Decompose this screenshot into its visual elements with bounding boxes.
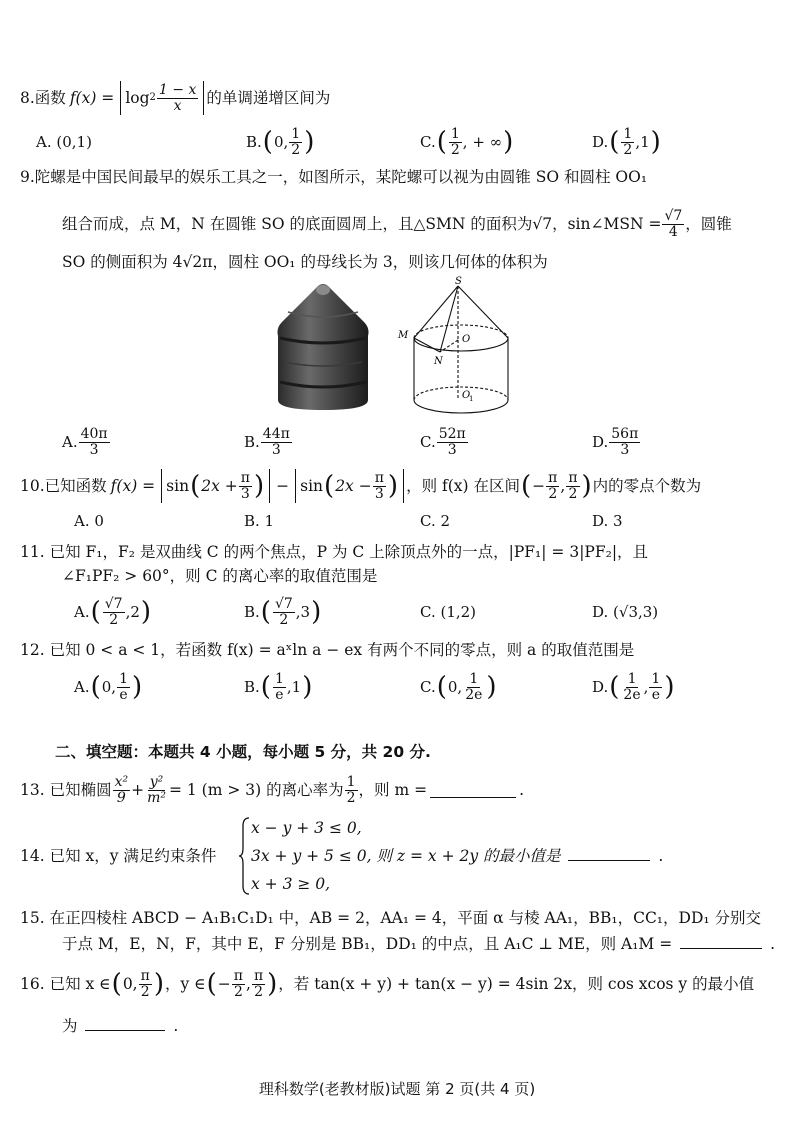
q12-option-a-den: e — [119, 686, 128, 703]
q12-option-d-den1: 2e — [623, 686, 641, 703]
q8-frac-num: 1 − x — [158, 81, 197, 98]
q11-line2: ∠F₁PF₂ > 60°，则 C 的离心率的取值范围是 — [62, 567, 378, 585]
q11-option-d-text: D. (√3,3) — [592, 603, 659, 621]
q8-func: f(x) = — [69, 89, 115, 107]
q10-minus: − — [276, 477, 290, 495]
q13-text-a: 13. 已知椭圆 — [20, 781, 112, 799]
q8-fraction — [157, 83, 198, 113]
q12-option-b-den: e — [275, 686, 284, 703]
q8-text-a: 函数 — [34, 89, 66, 107]
q9-option-d[interactable] — [592, 424, 641, 460]
section-heading: 二、填空题：本题共 4 小题，每小题 5 分，共 20 分. — [55, 743, 431, 761]
q8-frac-den: x — [173, 97, 182, 114]
q14-constraint-2-row — [251, 846, 663, 866]
q12-option-d[interactable]: D. ( $\frac{1}{2e}$ , $\frac{1}{e}$ ) — [592, 670, 675, 703]
q10-abs-2: sin ( 2x − $\frac{\pi}{3}$ ) — [295, 469, 404, 503]
q8-text-b: 的单调递增区间为 — [206, 89, 331, 107]
q14-constraint-2: 3x + y + 5 ≤ 0, 则 z = x + 2y 的最小值是 — [251, 847, 561, 865]
q14-brace — [238, 816, 250, 896]
label-n: N — [434, 356, 443, 367]
q9-option-b-prefix: B. — [244, 433, 260, 451]
q8-option-b[interactable]: B. ( 0, $\frac{1}{2}$ ) — [246, 125, 315, 158]
q16-answer-blank[interactable] — [85, 1016, 165, 1031]
q12-option-d-num1: 1 — [627, 670, 637, 687]
q9-option-b-den: 3 — [271, 441, 281, 458]
q10-option-d[interactable] — [592, 508, 623, 534]
q11-option-b-num: √7 — [274, 595, 293, 612]
q8-option-b-num: 1 — [291, 125, 301, 142]
q16-stem: 16. 已知 x ∈ ( 0, $\frac{\pi}{2}$ ) ，y ∈ ( − $\frac{\pi}{2}$ , $\frac{\pi}{2}$ ) ，若 tan(x + y) + tan(x − y) = 4sin 2x，则 cos xcos y 的最小值 — [20, 967, 755, 1000]
q15-answer-blank[interactable] — [680, 934, 762, 949]
q10-sin-1: sin — [166, 477, 190, 495]
q10-sin-2: sin — [300, 477, 324, 495]
q16-x-num: π — [140, 967, 150, 984]
q10-options — [0, 508, 794, 534]
q16-x-pre: 0, — [122, 975, 138, 993]
q11-option-a-post: ,2 — [125, 603, 140, 621]
geometry-diagram — [392, 276, 522, 416]
label-m: M — [398, 330, 409, 341]
q13-text-b: = 1 (m > 3) 的离心率为 — [168, 781, 344, 799]
q12-line1: 12. 已知 0 < a < 1，若函数 f(x) = aˣln a − ex 有两个不同的零点，则 a 的取值范围是 — [20, 641, 635, 659]
q8-log-base: 2 — [149, 92, 156, 103]
q12-option-c-prefix: C. — [420, 678, 436, 696]
q10-arg2-num: π — [374, 469, 384, 486]
q14-stem — [0, 812, 794, 898]
q16-y-comma: , — [246, 975, 251, 993]
q10-func: f(x) = — [110, 477, 156, 495]
q8-option-a-text: A. (0,1) — [36, 133, 92, 151]
q12-option-d-prefix: D. — [592, 678, 609, 696]
q10-option-d-text: D. 3 — [592, 512, 623, 530]
q13-plus: + — [131, 781, 145, 799]
q12-option-b[interactable]: B. ( $\frac{1}{e}$ ,1 ) — [244, 670, 313, 703]
q8-option-c-prefix: C. — [420, 133, 436, 151]
q10-int-den-1: 2 — [548, 485, 558, 502]
q16-y-num-2: π — [253, 967, 264, 984]
q11-option-a-den: 2 — [109, 611, 119, 628]
q11-option-d[interactable] — [592, 592, 658, 632]
q11-option-b-prefix: B. — [244, 603, 260, 621]
q12-option-c-num: 1 — [469, 670, 479, 687]
q11-options — [0, 592, 794, 632]
q9-option-c[interactable] — [420, 424, 469, 460]
q8-options — [0, 124, 794, 160]
q12-option-a-prefix: A. — [74, 678, 90, 696]
q15-line2 — [62, 934, 775, 954]
q8-option-c-num: 1 — [450, 125, 460, 142]
q13-end: . — [519, 781, 525, 799]
q10-option-b-text: B. 1 — [244, 512, 275, 530]
q13-text-c: ，则 m = — [358, 781, 428, 799]
q10-arg1-num: π — [240, 469, 250, 486]
q11-option-a[interactable]: A. ( $\frac{√7}{2}$ ,2 ) — [74, 595, 152, 628]
q12-option-b-post: ,1 — [286, 678, 302, 696]
q15-end: . — [770, 935, 776, 953]
q13-half-num: 1 — [346, 773, 356, 790]
q10-option-c-text: C. 2 — [420, 512, 451, 530]
q10-arg1-den: 3 — [240, 485, 250, 502]
q8-stem — [20, 80, 330, 116]
q11-option-c-text: C. (1,2) — [420, 603, 477, 621]
q8-option-d-den: 2 — [623, 141, 633, 158]
top-photo — [268, 282, 378, 414]
q12-option-d-den2: e — [651, 686, 661, 703]
page-footer: 理科数学(老教材版)试题 第 2 页(共 4 页) — [258, 1080, 536, 1098]
q9-line3: SO 的侧面积为 4√2π，圆柱 OO₁ 的母线长为 3，则该几何体的体积为 — [62, 253, 548, 271]
q16-line2-text: 为 — [62, 1017, 78, 1035]
q9-option-d-num: 56π — [611, 425, 639, 442]
q11-option-a-prefix: A. — [74, 603, 90, 621]
q9-line2-text-b: ，圆锥 — [685, 215, 732, 233]
q16-text-b: ，y ∈ — [164, 975, 206, 993]
q13-stem — [20, 770, 524, 810]
q16-y-num-1: π — [233, 967, 243, 984]
q8-option-b-prefix: B. — [246, 133, 262, 151]
q8-option-c[interactable]: C. ( $\frac{1}{2}$ , + ∞ ) — [420, 125, 514, 158]
q9-option-a-num: 40π — [80, 425, 108, 442]
label-o: O — [462, 334, 471, 345]
q8-option-b-den: 2 — [291, 141, 301, 158]
q12-option-c-den: 2e — [465, 686, 483, 703]
q13-answer-blank[interactable] — [430, 783, 516, 798]
q15-line2-text: 于点 M，E，N，F，其中 E，F 分别是 BB₁，DD₁ 的中点，且 A₁C ⊥ ME，则 A₁M = — [62, 935, 673, 953]
q10-option-a-text: A. 0 — [74, 512, 104, 530]
q11-option-c[interactable] — [420, 592, 476, 632]
q9-option-d-den: 3 — [620, 441, 630, 458]
q12-option-a-num: 1 — [119, 670, 128, 687]
q8-option-a[interactable] — [36, 124, 92, 160]
q10-arg1: 2x + — [201, 477, 238, 495]
q14-constraint-1: x − y + 3 ≤ 0, — [251, 819, 362, 837]
q12-options — [0, 666, 794, 708]
q10-int-num-2: π — [568, 469, 578, 486]
q9-option-c-prefix: C. — [420, 433, 436, 451]
q9-option-b[interactable] — [244, 424, 293, 460]
q10-int-den-2: 2 — [568, 485, 578, 502]
q9-line1: 9.陀螺是中国民间最早的娱乐工具之一，如图所示，某陀螺可以视为由圆锥 SO 和圆柱 OO₁ — [20, 168, 648, 186]
q10-option-a[interactable] — [74, 508, 104, 534]
q8-log: log — [125, 89, 150, 107]
q10-int-minus: − — [532, 477, 546, 495]
q8-option-d-post: ,1 — [635, 133, 650, 151]
q11-option-b[interactable]: B. ( $\frac{√7}{2}$ ,3 ) — [244, 595, 322, 628]
q8-option-d-num: 1 — [623, 125, 633, 142]
q13-y2: y² — [149, 773, 164, 790]
label-o1: O — [462, 390, 471, 401]
q13-half-den: 2 — [346, 789, 356, 806]
q10-stem: 10. 已知函数 f(x) = sin ( 2x + $\frac{\pi}{3}$ ) − sin ( 2x − $\frac{\pi}{3}$ ) ，则 f(x) 在区间 ( − $\frac{\pi}{2}$ , $\frac{\pi}{2}$ ) 内的零点个数为 — [20, 469, 702, 502]
q15-line1: 15. 在正四棱柱 ABCD − A₁B₁C₁D₁ 中，AB = 2，AA₁ = 4，平面 α 与棱 AA₁，BB₁，CC₁，DD₁ 分别交 — [20, 909, 762, 927]
q16-y-den-2: 2 — [254, 983, 263, 1000]
q14-end: . — [658, 847, 664, 865]
q10-text-c: 内的零点个数为 — [592, 477, 702, 495]
q8-option-c-post: , + ∞ — [462, 133, 503, 151]
q8-number: 8. — [20, 89, 35, 107]
q13-nine: 9 — [116, 789, 126, 806]
q10-abs-1: sin ( 2x + $\frac{\pi}{3}$ ) — [161, 469, 270, 503]
q16-end: . — [173, 1017, 179, 1035]
q8-option-c-den: 2 — [450, 141, 460, 158]
q9-option-a-den: 3 — [89, 441, 99, 458]
q16-text-a: 16. 已知 x ∈ — [20, 975, 111, 993]
label-o1-sub: 1 — [469, 395, 474, 403]
q12-option-b-prefix: B. — [244, 678, 260, 696]
q13-m2: m² — [147, 789, 166, 806]
q12-option-d-num2: 1 — [651, 670, 661, 687]
q11-option-b-den: 2 — [279, 611, 289, 628]
q12-option-a[interactable]: A. ( 0, $\frac{1}{e}$ ) — [74, 670, 143, 703]
q10-number: 10. — [20, 477, 45, 495]
q9-line2-num: √7 — [664, 207, 683, 224]
q11-option-a-num: √7 — [104, 595, 123, 612]
q9-option-d-prefix: D. — [592, 433, 609, 451]
label-s: S — [455, 276, 462, 287]
q16-y-pre: − — [217, 975, 231, 993]
q16-y-den-1: 2 — [233, 983, 243, 1000]
q12-option-c-pre: 0, — [447, 678, 463, 696]
q8-option-d[interactable]: D. ( $\frac{1}{2}$ ,1 ) — [592, 125, 661, 158]
q12-option-a-pre: 0, — [101, 678, 117, 696]
q12-option-c[interactable]: C. ( 0, $\frac{1}{2e}$ ) — [420, 670, 497, 703]
q9-option-a-prefix: A. — [62, 433, 78, 451]
q10-arg2-den: 3 — [374, 485, 384, 502]
q9-option-a[interactable] — [62, 424, 111, 460]
q16-x-den: 2 — [140, 983, 150, 1000]
q14-answer-blank[interactable] — [568, 846, 650, 861]
q16-line2 — [62, 1016, 178, 1036]
q9-option-b-num: 44π — [262, 425, 290, 442]
q10-text-a: 已知函数 — [44, 477, 107, 495]
q13-x2: x² — [114, 773, 129, 790]
q8-abs-expr — [120, 81, 204, 115]
q10-option-b[interactable] — [244, 508, 274, 534]
q16-text-c: ，若 tan(x + y) + tan(x − y) = 4sin 2x，则 cos xcos y 的最小值 — [278, 975, 755, 993]
q9-options — [0, 424, 794, 460]
q9-option-c-den: 3 — [447, 441, 457, 458]
q9-line2-den: 4 — [668, 223, 678, 240]
q8-option-b-pre: 0, — [273, 133, 289, 151]
q10-int-comma: , — [560, 477, 566, 495]
q11-line1: 11. 已知 F₁，F₂ 是双曲线 C 的两个焦点，P 为 C 上除顶点外的一点，|PF₁| = 3|PF₂|，且 — [20, 543, 649, 561]
q10-int-num-1: π — [548, 469, 558, 486]
q11-option-b-post: ,3 — [295, 603, 311, 621]
q14-text-a: 14. 已知 x，y 满足约束条件 — [20, 847, 217, 865]
q14-constraint-3: x + 3 ≥ 0, — [251, 875, 331, 893]
q12-option-b-num: 1 — [274, 670, 284, 687]
q9-line2-text-a: 组合而成，点 M，N 在圆锥 SO 的底面圆周上，且△SMN 的面积为√7，sin∠MSN = — [62, 215, 662, 233]
q10-option-c[interactable] — [420, 508, 450, 534]
q10-arg2: 2x − — [335, 477, 372, 495]
q10-text-b: ，则 f(x) 在区间 — [406, 477, 521, 495]
q9-option-c-num: 52π — [438, 425, 466, 442]
q9-line2 — [62, 202, 732, 246]
q8-option-d-prefix: D. — [592, 133, 609, 151]
